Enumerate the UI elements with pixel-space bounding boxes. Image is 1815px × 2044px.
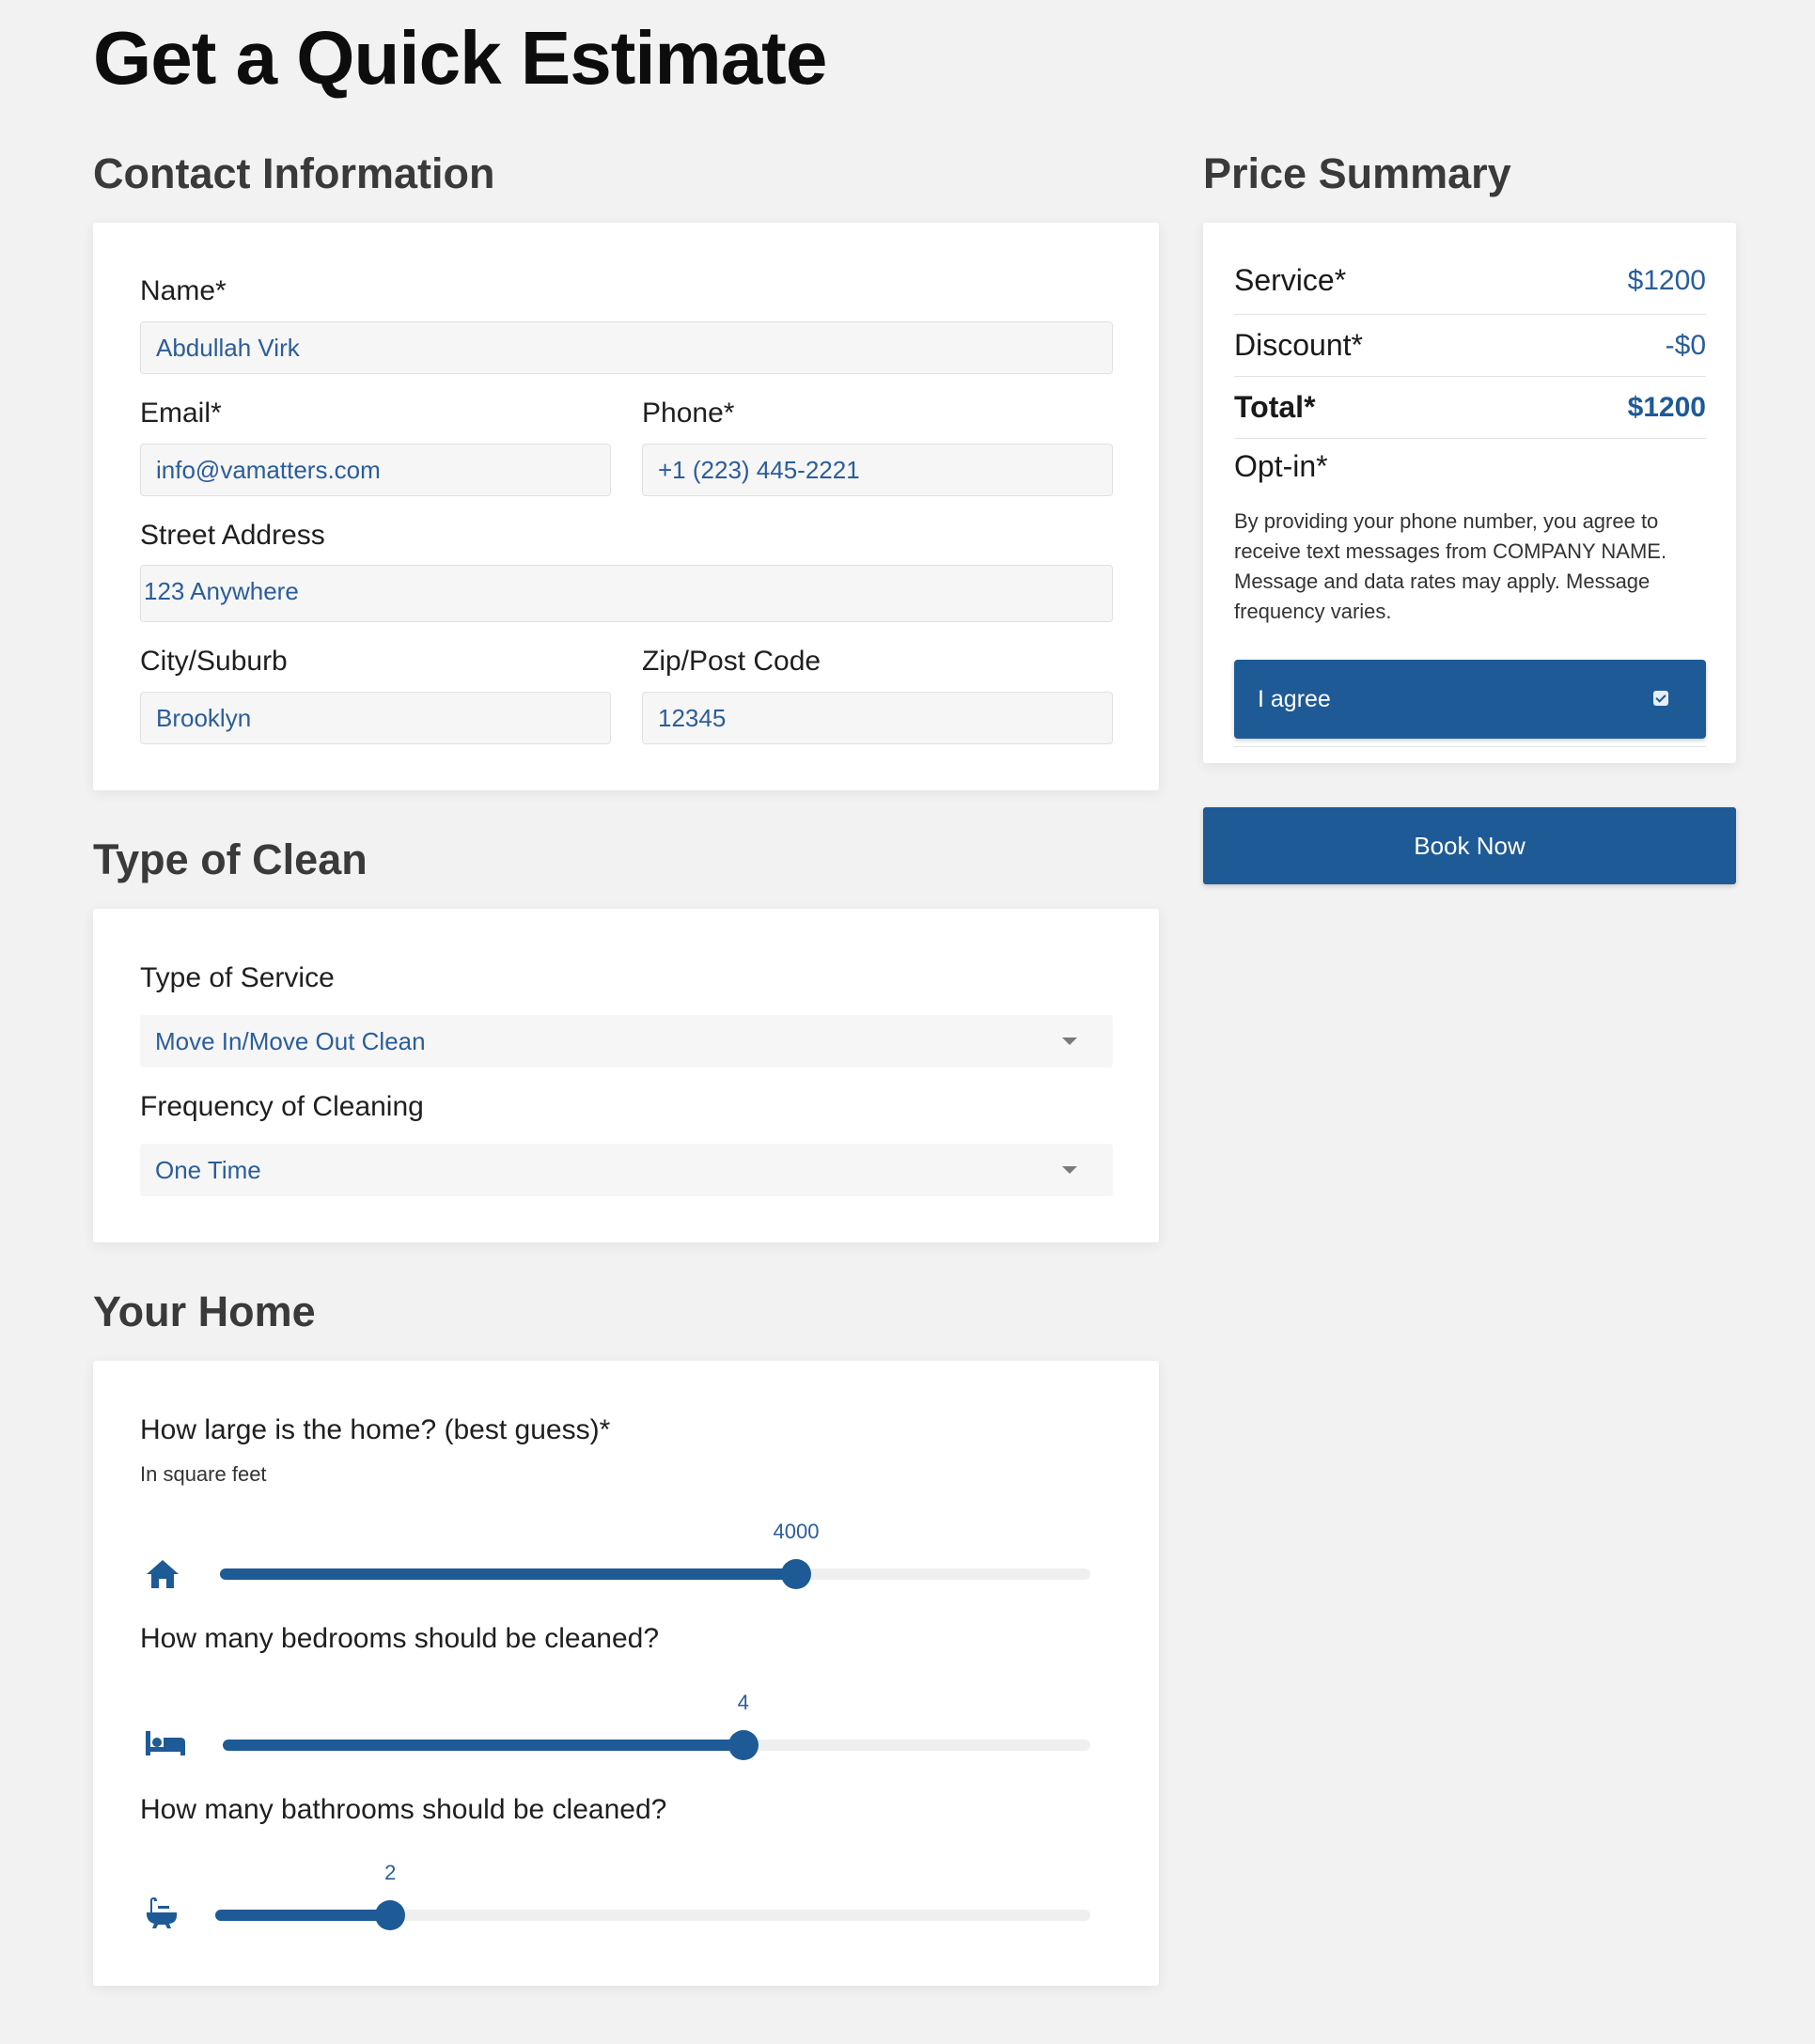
chevron-down-icon bbox=[1062, 1038, 1077, 1045]
contact-heading: Contact Information bbox=[93, 149, 495, 197]
contact-card bbox=[93, 223, 1159, 790]
service-type-label: Type of Service bbox=[140, 962, 335, 993]
summary-card bbox=[1203, 223, 1736, 763]
agree-option-label: I agree bbox=[1258, 686, 1331, 712]
bed-icon bbox=[145, 1729, 186, 1762]
home-heading: Your Home bbox=[93, 1287, 316, 1335]
house-icon bbox=[145, 1558, 180, 1595]
slider-fill bbox=[215, 1910, 390, 1921]
slider-value: 4 bbox=[737, 1691, 749, 1714]
clean-heading: Type of Clean bbox=[93, 835, 368, 883]
service-row bbox=[1234, 223, 1706, 315]
name-label: Name* bbox=[140, 275, 227, 306]
slider-thumb[interactable] bbox=[781, 1559, 811, 1589]
frequency-value: One Time bbox=[155, 1156, 261, 1184]
home-card bbox=[93, 1361, 1159, 1986]
summary-heading: Price Summary bbox=[1203, 149, 1511, 197]
slider-thumb[interactable] bbox=[728, 1730, 759, 1760]
service-type-select[interactable] bbox=[140, 1015, 1113, 1068]
bathrooms-label: How many bathrooms should be cleaned? bbox=[140, 1794, 667, 1825]
divider bbox=[1234, 746, 1706, 747]
city-field[interactable]: Brooklyn bbox=[140, 692, 611, 744]
zip-label: Zip/Post Code bbox=[642, 646, 821, 677]
total-row-value: $1200 bbox=[1627, 392, 1706, 423]
email-label: Email* bbox=[140, 398, 222, 429]
home-size-sublabel: In square feet bbox=[140, 1462, 267, 1486]
discount-row bbox=[1234, 315, 1706, 377]
phone-label: Phone* bbox=[642, 398, 735, 429]
checkbox-checked-icon[interactable] bbox=[1653, 691, 1668, 706]
email-field[interactable]: info@vamatters.com bbox=[140, 444, 611, 496]
home-size-label: How large is the home? (best guess)* bbox=[140, 1414, 611, 1445]
name-field[interactable]: Abdullah Virk bbox=[140, 321, 1113, 374]
slider-fill bbox=[223, 1740, 743, 1751]
bathtub-icon bbox=[145, 1896, 179, 1935]
street-field[interactable]: 123 Anywhere bbox=[140, 565, 1113, 622]
page-title: Get a Quick Estimate bbox=[93, 16, 827, 100]
frequency-label: Frequency of Cleaning bbox=[140, 1091, 424, 1122]
slider-thumb[interactable] bbox=[375, 1900, 405, 1930]
frequency-select[interactable] bbox=[140, 1144, 1113, 1196]
bathrooms-slider[interactable] bbox=[215, 1861, 1090, 1921]
optin-disclaimer: By providing your phone number, you agree to receive text messages from COMPANY NAME. Message and data rates may apply. Message frequency varies. bbox=[1234, 509, 1667, 623]
zip-field[interactable]: 12345 bbox=[642, 692, 1113, 744]
service-type-value: Move In/Move Out Clean bbox=[155, 1027, 426, 1055]
optin-label: Opt-in* bbox=[1234, 449, 1328, 483]
service-row-value: $1200 bbox=[1627, 265, 1706, 296]
slider-fill bbox=[220, 1568, 796, 1580]
slider-value: 2 bbox=[384, 1861, 397, 1884]
street-label: Street Address bbox=[140, 520, 325, 551]
discount-row-value: -$0 bbox=[1665, 330, 1706, 361]
city-label: City/Suburb bbox=[140, 646, 288, 677]
book-now-button[interactable]: Book Now bbox=[1203, 807, 1736, 884]
bedrooms-label: How many bedrooms should be cleaned? bbox=[140, 1623, 659, 1654]
bedrooms-slider[interactable] bbox=[223, 1691, 1090, 1751]
total-row bbox=[1234, 377, 1706, 439]
agree-option[interactable] bbox=[1234, 660, 1706, 739]
slider-value: 4000 bbox=[773, 1520, 820, 1543]
total-row-label: Total* bbox=[1234, 390, 1316, 424]
phone-field[interactable]: +1 (223) 445-2221 bbox=[642, 444, 1113, 496]
chevron-down-icon bbox=[1062, 1166, 1077, 1174]
clean-card bbox=[93, 909, 1159, 1242]
service-row-label: Service* bbox=[1234, 263, 1347, 297]
home-size-slider[interactable] bbox=[220, 1520, 1090, 1580]
discount-row-label: Discount* bbox=[1234, 328, 1363, 362]
